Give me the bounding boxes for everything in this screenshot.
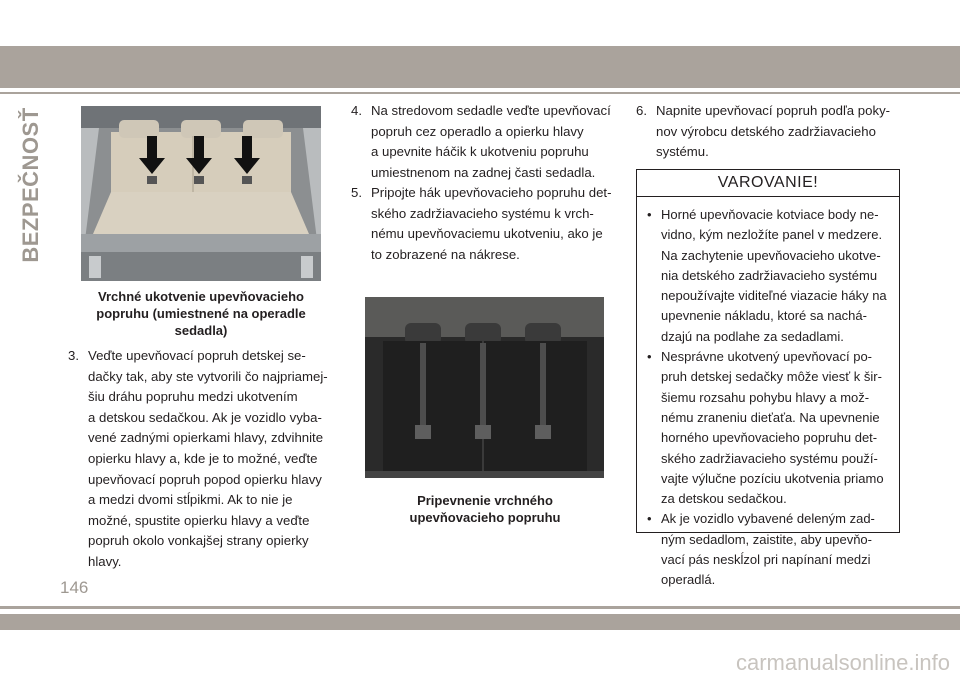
step-5: 5. Pripojte hák upevňovacieho popruhu det- ského zadržiavacieho systému k vrch- nému upevňovaciemu ukotveniu, ako je to zobrazené na nákrese.: [351, 185, 612, 262]
warning-list: [637, 205, 899, 591]
step-6: 6. Napnite upevňovací popruh podľa poky- nov výrobcu detského zadržiavacieho systému.: [636, 103, 891, 160]
cargo-area-illustration: [81, 106, 321, 281]
step-3: 3. Veďte upevňovací popruh detskej se- dačky tak, aby ste vytvorili čo najpriamej- šiu dráhu popruhu medzi ukotvením a detskou sedačkou. Ak je vozidlo vyba- vené zadnými opierkami hlavy, zdvihnite opierku hlavy a, kde je to možné, veďte upevňovací popruh popod opierku hlavy a medzi dvomi stĺpikmi. Ak to nie je možné, spustite opierku hlavy a veďte popruh okolo vonkajšej strany opierky hlavy.: [68, 348, 328, 569]
warning-title: VAROVANIE!: [637, 170, 899, 197]
step-4: 4. Na stredovom sedadle veďte upevňovací popruh cez operadlo a opierku hlavy a upevnite háčik k ukotveniu popruhu umiestnenom na zadnej časti sedadla.: [351, 103, 611, 180]
page-number: 146: [60, 578, 89, 597]
warning-item: • Ak je vozidlo vybavené deleným zad- ným sedadlom, zaistite, aby upevňo- vací pás neskĺzol pri napínaní medzi operadlá.: [661, 509, 891, 590]
header-band: [0, 46, 960, 88]
tether-strap-illustration: [365, 297, 604, 478]
figure-tether-strap: [365, 297, 604, 478]
warning-item: • Nesprávne ukotvený upevňovací po- pruh detskej sedačky môže viesť k šir- šiemu rozsahu pohybu hlavy a mož- nému zraneniu dieťaťa. Na upevnenie horného upevňovacieho popruhu det- ského zadržiavacieho systému použí- vajte výlučne pozíciu ukotvenia priamo za detskou sedačkou.: [661, 347, 891, 509]
footer-band: [0, 614, 960, 630]
figure1-caption: Vrchné ukotvenie upevňovacieho popruhu (umiestnené na operadle sedadla): [96, 289, 306, 338]
header-rule: [0, 92, 960, 94]
footer-rule: [0, 606, 960, 609]
section-title: BEZPEČNOSŤ: [18, 107, 43, 263]
section-tab: [14, 100, 48, 270]
warning-box: [636, 169, 900, 588]
figure2-caption: Pripevnenie vrchného upevňovacieho popruhu: [409, 493, 561, 525]
watermark-text: carmanualsonline.info: [735, 650, 950, 675]
figure-cargo-anchors: [81, 106, 321, 281]
warning-item: • Horné upevňovacie kotviace body ne- vidno, kým nezložíte panel v medzere. Na zachytenie upevňovacieho ukotve- nia detského zadržiavacieho systému nepoužívajte viditeľné viazacie háky na upevnenie nákladu, ktoré sa nachá- dzajú na podlahe za sedadlami.: [661, 205, 891, 347]
